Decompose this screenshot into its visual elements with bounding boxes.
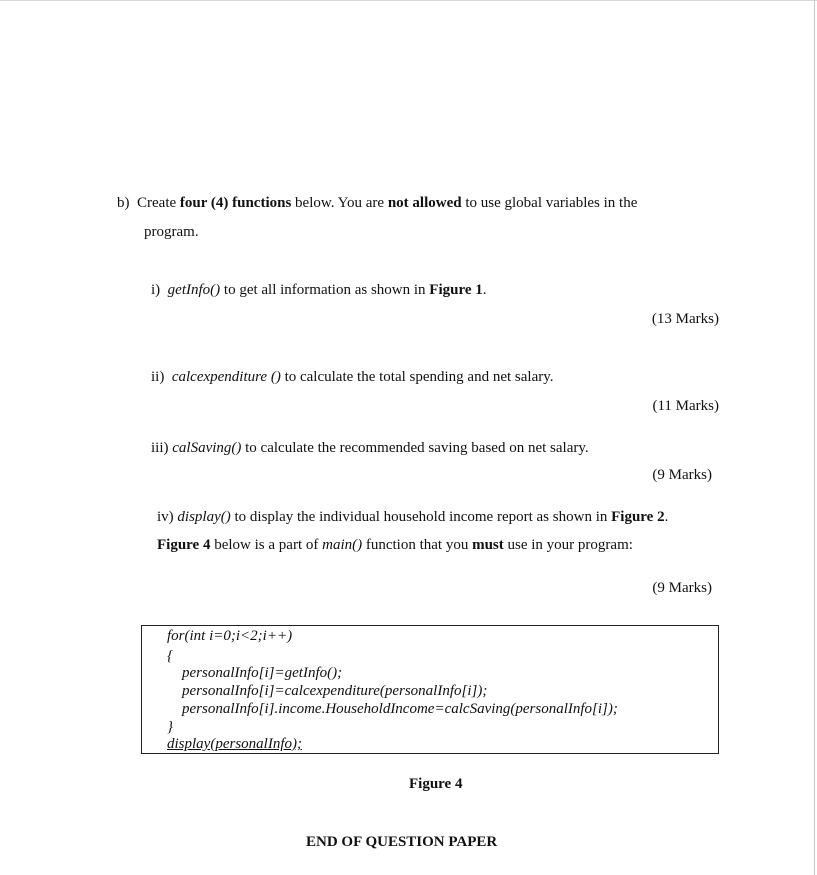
question-b-line-1 — [117, 195, 637, 212]
item-ii-label: ii) — [151, 369, 165, 385]
item-iii-label: iii) — [151, 440, 169, 456]
item-iv — [157, 509, 668, 526]
item-iv-main-func: main() — [322, 537, 363, 553]
code-line-for: for(int i=0;i<2;i++) — [167, 628, 293, 644]
code-line-calcexpenditure: personalInfo[i]=calcexpenditure(personalInfo[i]); — [182, 683, 488, 699]
item-i-end: . — [482, 282, 487, 298]
item-iv-line-2 — [157, 537, 633, 554]
item-ii — [151, 369, 554, 386]
item-i-text: to get all information as shown in — [223, 282, 426, 298]
item-iv-marks: (9 Marks) — [652, 580, 712, 596]
item-i-marks: (13 Marks) — [651, 311, 719, 327]
item-ii-text: to calculate the total spending and net salary. — [284, 369, 554, 385]
question-b-line-2: program. — [144, 224, 199, 240]
item-i-label: i) — [151, 282, 161, 298]
item-iii-text: to calculate the recommended saving based on net salary. — [245, 440, 589, 456]
item-iv-func: display() — [177, 509, 231, 525]
item-iv-text-c: use in your program: — [507, 537, 633, 553]
code-line-calcsaving: personalInfo[i].income.HouseholdIncome=calcSaving(personalInfo[i]); — [182, 701, 618, 717]
end-of-paper-text: END OF QUESTION PAPER — [306, 834, 498, 850]
page-top-border — [0, 0, 817, 1]
item-iv-label: iv) — [157, 509, 174, 525]
item-i — [151, 282, 487, 299]
item-iv-text-a: below is a part of — [214, 537, 319, 553]
item-iv-figure-ref: Figure 4 — [157, 537, 211, 553]
code-line-open-brace: { — [167, 648, 173, 664]
question-b-text-3: to use global variables in the — [465, 195, 638, 211]
item-i-func: getInfo() — [167, 282, 221, 298]
item-i-ref: Figure 1 — [429, 282, 483, 298]
question-b-label: b) — [117, 195, 130, 211]
code-line-getinfo: personalInfo[i]=getInfo(); — [182, 665, 343, 681]
item-ii-func: calcexpenditure () — [171, 369, 281, 385]
item-iv-text-b: function that you — [365, 537, 469, 553]
item-iii-func: calSaving() — [172, 440, 242, 456]
question-b-text-2: below. You are — [295, 195, 385, 211]
item-iv-must: must — [472, 537, 504, 553]
code-line-display: display(personalInfo); — [167, 736, 302, 752]
item-iv-text: to display the individual household income report as shown in — [234, 509, 608, 525]
item-iii — [151, 440, 589, 457]
code-line-close-brace: } — [167, 719, 173, 735]
item-iii-marks: (9 Marks) — [652, 467, 712, 483]
item-iv-ref: Figure 2 — [611, 509, 665, 525]
page-right-border — [814, 0, 815, 875]
figure-caption — [409, 776, 462, 793]
item-ii-marks: (11 Marks) — [652, 398, 719, 414]
end-of-paper — [306, 834, 497, 851]
question-b-bold-1: four (4) functions — [179, 195, 292, 211]
question-b-bold-2: not allowed — [387, 195, 462, 211]
figure-caption-text: Figure 4 — [409, 776, 463, 792]
item-iv-end: . — [664, 509, 669, 525]
code-box — [141, 625, 719, 754]
question-b-text-1: Create — [137, 195, 177, 211]
